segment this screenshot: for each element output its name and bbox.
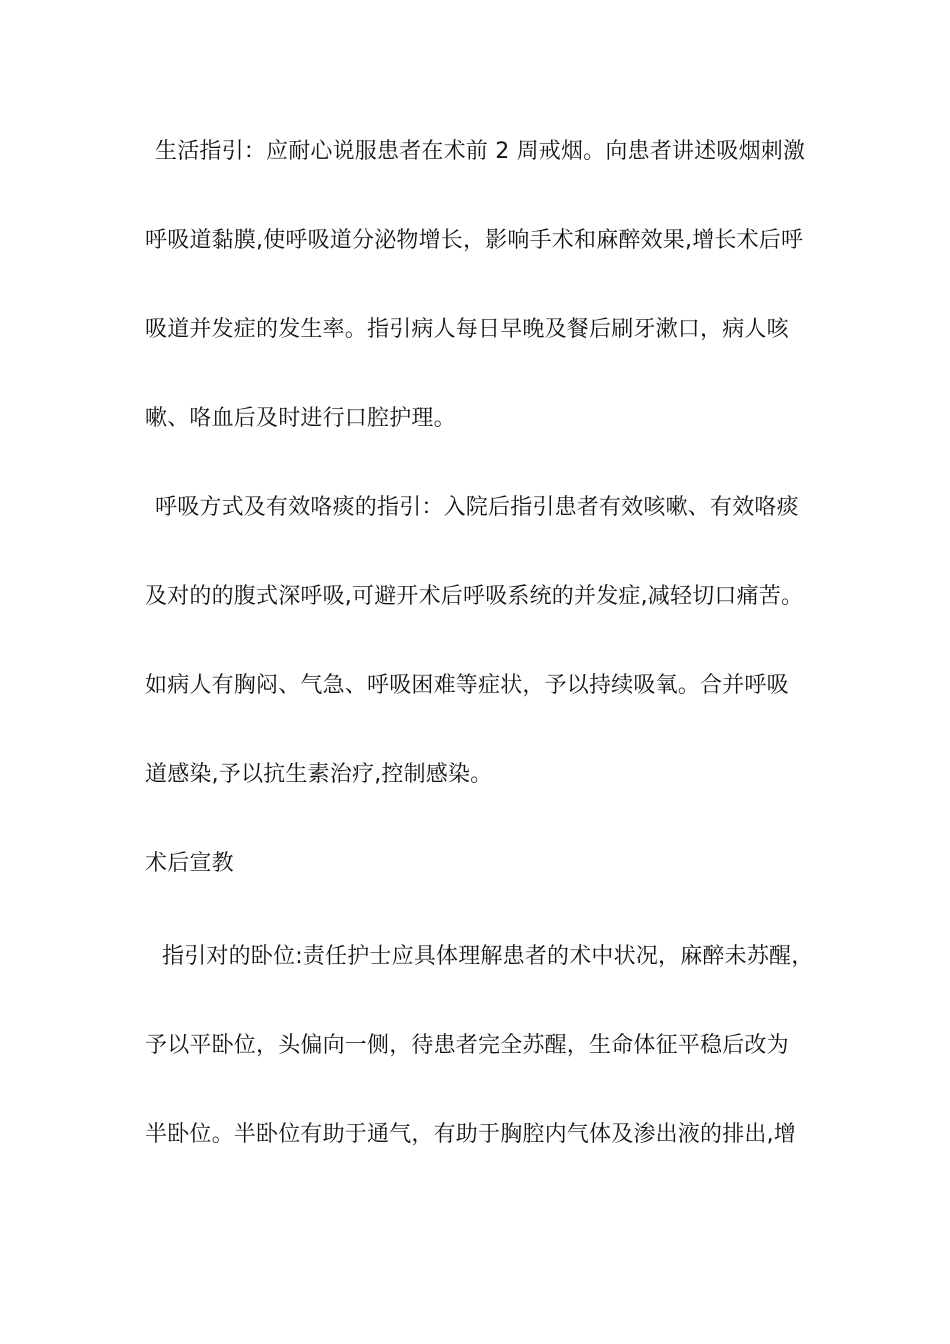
paragraph-line-8: 道感染,予以抗生素治疗,控制感染。 — [145, 762, 493, 787]
paragraph-line-1: 生活指引：应耐心说服患者在术前 2 周戒烟。向患者讲述吸烟刺激 — [155, 139, 806, 164]
paragraph-line-2: 呼吸道黏膜,使呼吸道分泌物增长，影响手术和麻醉效果,增长术后呼 — [145, 228, 804, 253]
paragraph-line-6: 及对的的腹式深呼吸,可避开术后呼吸系统的并发症,减轻切口痛苦。 — [145, 584, 804, 609]
paragraph-line-10: 指引对的卧位:责任护士应具体理解患者的术中状况，麻醉未苏醒， — [162, 944, 814, 969]
paragraph-line-5: 呼吸方式及有效咯痰的指引：入院后指引患者有效咳嗽、有效咯痰 — [155, 495, 799, 520]
paragraph-line-12: 半卧位。半卧位有助于通气，有助于胸腔内气体及渗出液的排出,增 — [145, 1122, 796, 1147]
paragraph-line-3: 吸道并发症的发生率。指引病人每日早晚及餐后刷牙漱口，病人咳 — [145, 317, 789, 342]
section-heading: 术后宣教 — [145, 851, 234, 876]
paragraph-line-7: 如病人有胸闷、气急、呼吸困难等症状，予以持续吸氧。合并呼吸 — [145, 673, 789, 698]
paragraph-line-4: 嗽、咯血后及时进行口腔护理。 — [145, 406, 456, 431]
paragraph-line-11: 予以平卧位，头偏向一侧，待患者完全苏醒，生命体征平稳后改为 — [145, 1033, 789, 1058]
